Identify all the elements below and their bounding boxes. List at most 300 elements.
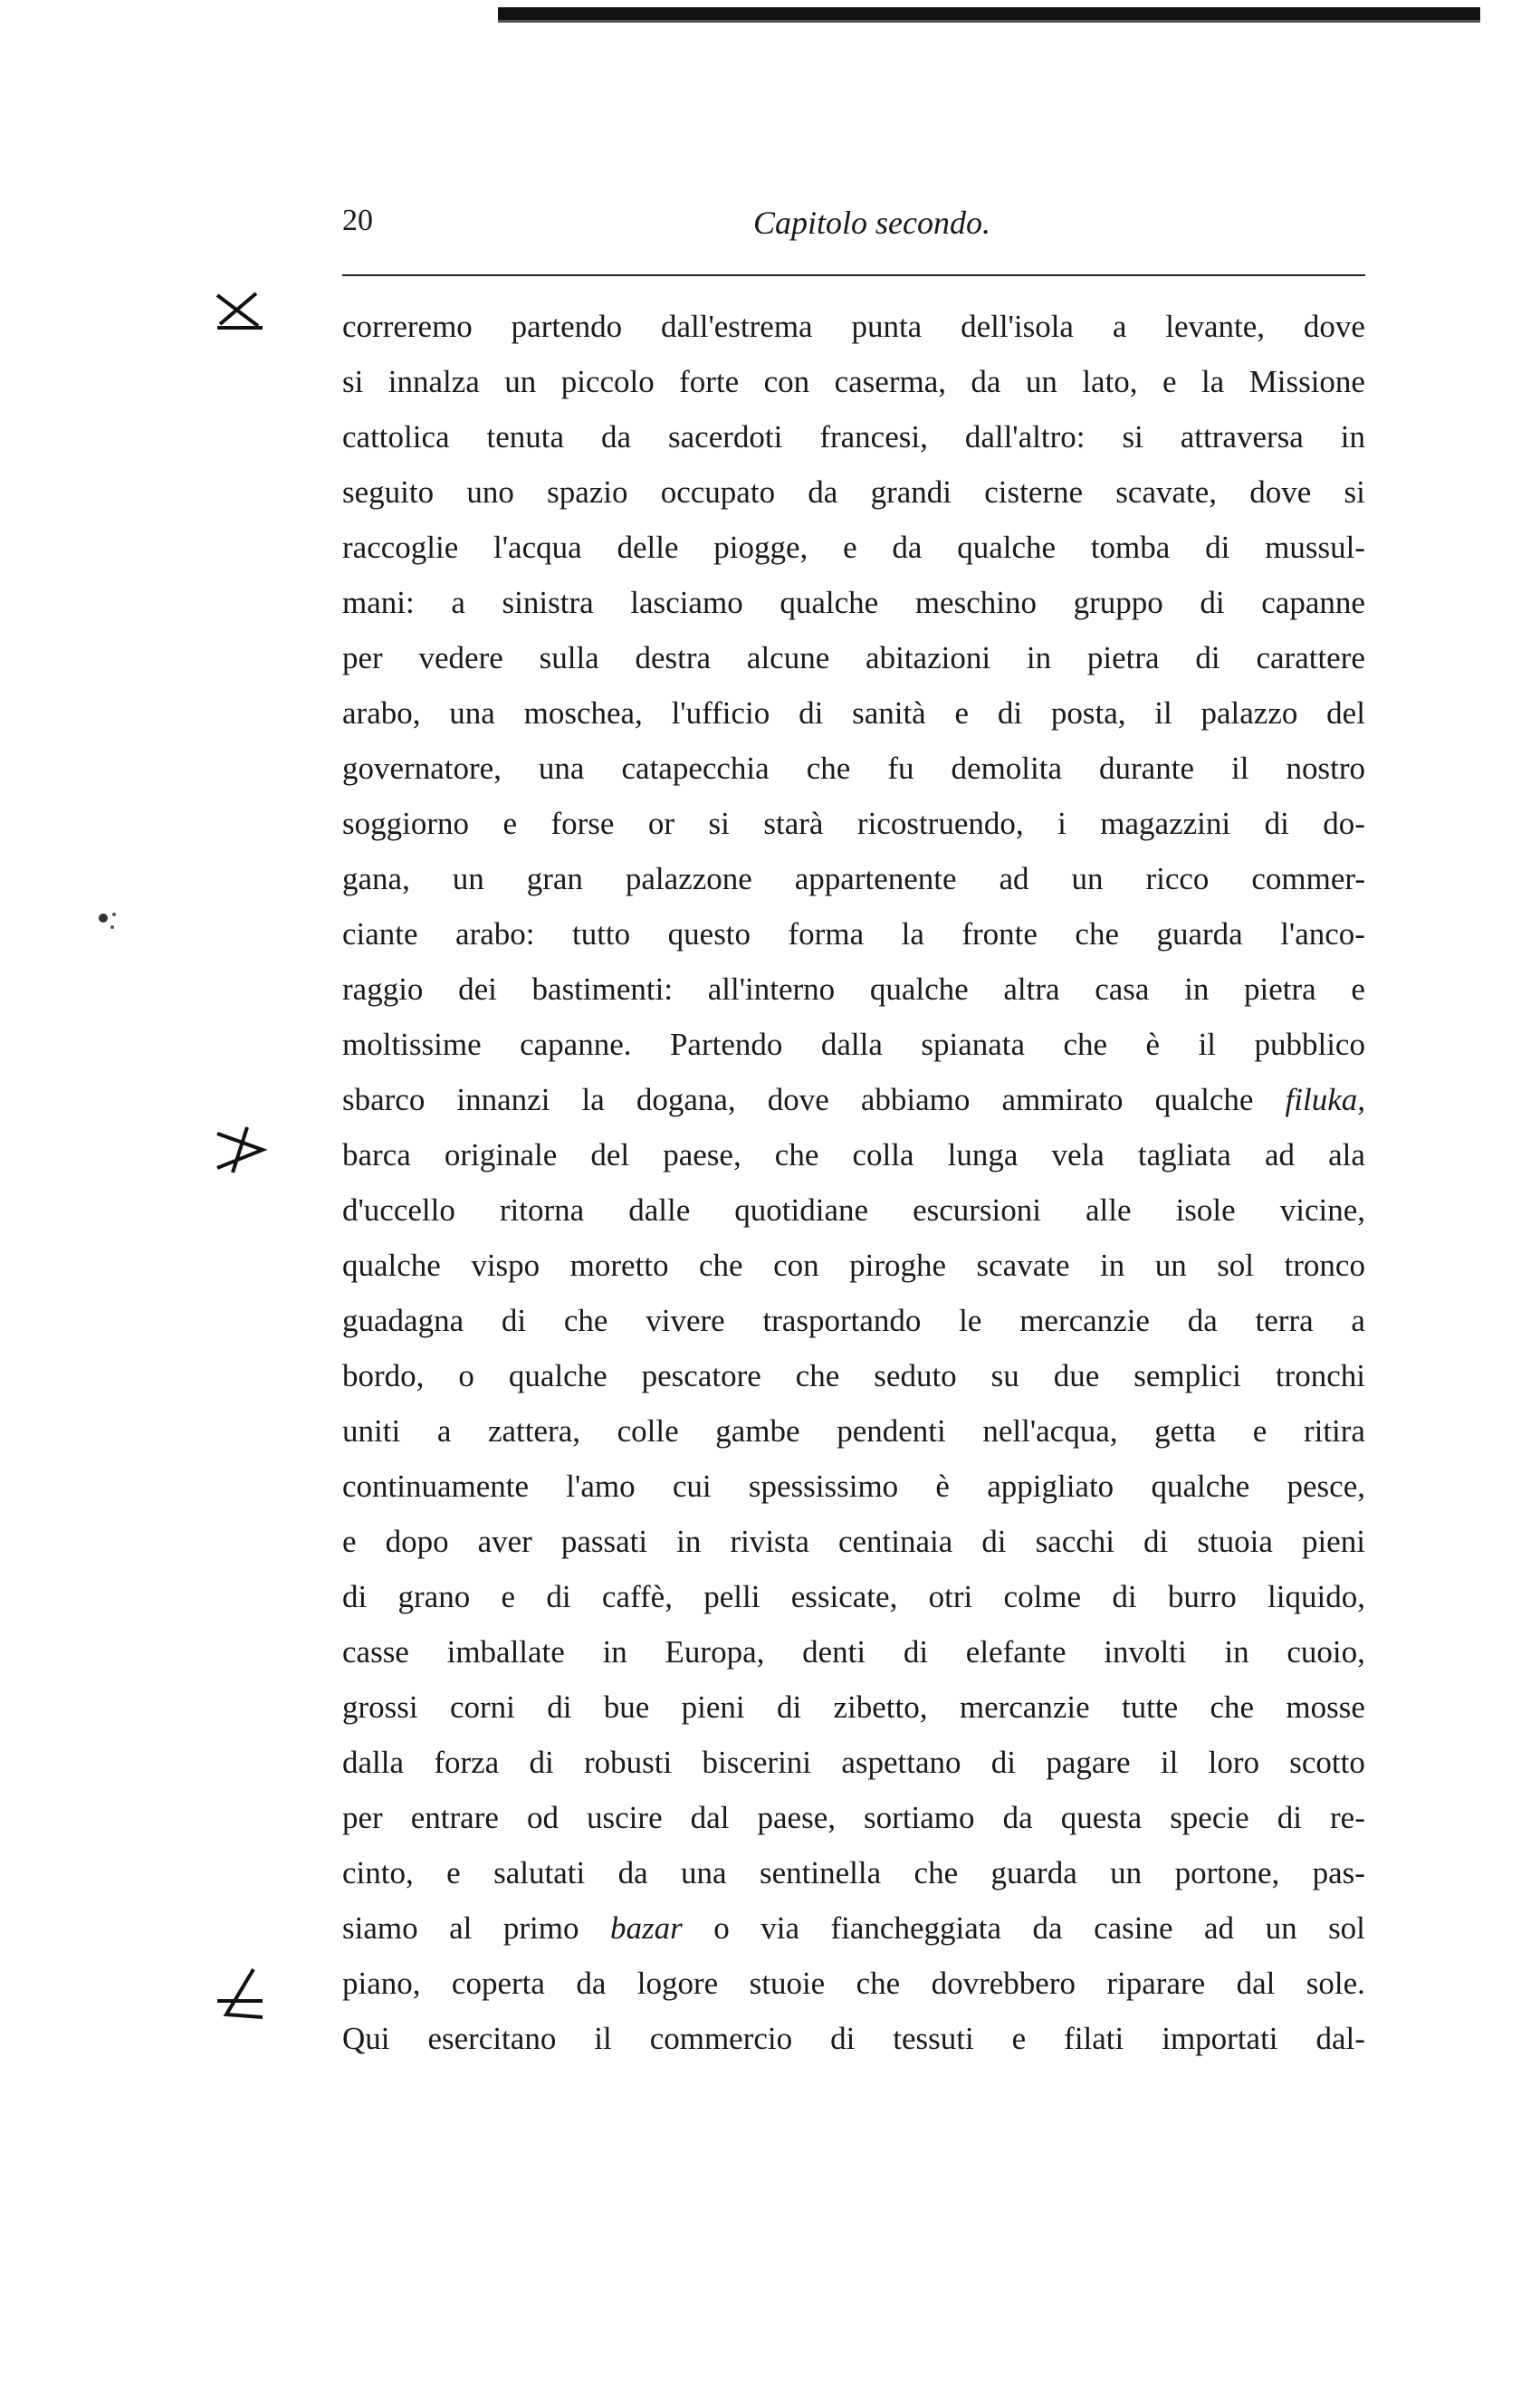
word: e bbox=[1351, 971, 1365, 1007]
word: del bbox=[1326, 695, 1365, 731]
word: pagare bbox=[1046, 1745, 1131, 1780]
word: entrare bbox=[410, 1800, 499, 1835]
word: forma bbox=[788, 916, 865, 952]
word: che bbox=[913, 1855, 959, 1890]
word: colla bbox=[852, 1137, 914, 1172]
word: ad bbox=[999, 861, 1029, 896]
word: una bbox=[681, 1855, 727, 1890]
word: che bbox=[699, 1248, 743, 1283]
word: è bbox=[935, 1469, 950, 1504]
word: di bbox=[1143, 1524, 1169, 1559]
text-line bbox=[342, 575, 1365, 630]
word: colme bbox=[1003, 1579, 1082, 1614]
word: sortiamo bbox=[864, 1800, 975, 1835]
word: dogana, bbox=[636, 1082, 736, 1117]
word: la bbox=[901, 916, 924, 952]
word: dove bbox=[1303, 309, 1365, 344]
word: originale bbox=[444, 1137, 558, 1172]
word: ala bbox=[1328, 1137, 1365, 1172]
text-line bbox=[342, 1680, 1365, 1735]
word: qualche bbox=[869, 971, 969, 1007]
word: da bbox=[1002, 1800, 1033, 1835]
word: scotto bbox=[1289, 1745, 1365, 1780]
word: bue bbox=[603, 1689, 650, 1725]
italic-word: bazar bbox=[609, 1910, 683, 1946]
word: nell'acqua, bbox=[982, 1413, 1118, 1449]
word: grandi bbox=[870, 474, 952, 510]
word: l'acqua bbox=[493, 530, 582, 565]
text-line bbox=[342, 741, 1365, 796]
word: un bbox=[452, 861, 484, 896]
word: sacchi bbox=[1035, 1524, 1115, 1559]
word: escursioni bbox=[913, 1192, 1041, 1228]
word: al bbox=[449, 1910, 473, 1946]
word: un bbox=[504, 364, 537, 399]
word: involti bbox=[1104, 1634, 1187, 1670]
word: che bbox=[856, 1966, 901, 2001]
word: casse bbox=[342, 1634, 409, 1670]
word: con bbox=[763, 364, 810, 399]
word: l'amo bbox=[566, 1469, 636, 1504]
word: questo bbox=[667, 916, 751, 952]
word: raggio bbox=[342, 971, 424, 1007]
word: lato, bbox=[1082, 364, 1138, 399]
word: da bbox=[617, 1855, 648, 1890]
word: e bbox=[1252, 1413, 1267, 1449]
word: per bbox=[342, 640, 383, 675]
word: corni bbox=[449, 1689, 515, 1725]
text-line bbox=[342, 409, 1365, 464]
word: un bbox=[1110, 1855, 1143, 1890]
word: gana, bbox=[342, 861, 410, 896]
word: il bbox=[1160, 1745, 1179, 1780]
word: ricco bbox=[1145, 861, 1210, 896]
word: a bbox=[436, 1413, 452, 1449]
word: qualche bbox=[1154, 1082, 1254, 1117]
word: liquido, bbox=[1267, 1579, 1365, 1614]
word: meschino bbox=[914, 585, 1037, 620]
word: tessuti bbox=[893, 2021, 974, 2056]
word: soggiorno bbox=[342, 806, 469, 841]
word: caserma, bbox=[834, 364, 946, 399]
word: cinto, bbox=[342, 1855, 414, 1890]
word: e bbox=[446, 1855, 461, 1890]
word: appartenente bbox=[794, 861, 957, 896]
word: forte bbox=[679, 364, 740, 399]
word: piccolo bbox=[560, 364, 655, 399]
word: o bbox=[458, 1358, 474, 1393]
word: raccoglie bbox=[342, 530, 459, 565]
word: che bbox=[1063, 1027, 1108, 1062]
word: qualche bbox=[508, 1358, 607, 1393]
word: moschea, bbox=[523, 695, 643, 731]
word: vispo bbox=[471, 1248, 540, 1283]
word: mercanzie bbox=[1019, 1303, 1150, 1338]
word: grossi bbox=[342, 1689, 418, 1725]
word: abbiamo bbox=[860, 1082, 971, 1117]
text-line bbox=[342, 1017, 1365, 1072]
word: dall'altro: bbox=[964, 419, 1086, 455]
word: di bbox=[1264, 806, 1289, 841]
word: che bbox=[795, 1358, 840, 1393]
word: aspettano bbox=[841, 1745, 961, 1780]
word: ricostruendo, bbox=[856, 806, 1024, 841]
word: che bbox=[806, 751, 851, 786]
word: dove bbox=[767, 1082, 829, 1117]
word: con bbox=[773, 1248, 819, 1283]
word: fronte bbox=[961, 916, 1038, 952]
word: in bbox=[1026, 640, 1052, 675]
word: e bbox=[1162, 364, 1177, 399]
word: bordo, bbox=[342, 1358, 425, 1393]
word: pendenti bbox=[837, 1413, 946, 1449]
word: qualche bbox=[342, 1248, 441, 1283]
word: di bbox=[1200, 585, 1225, 620]
margin-x-mark-icon bbox=[213, 288, 267, 333]
word: lunga bbox=[947, 1137, 1019, 1172]
word: passati bbox=[560, 1524, 648, 1559]
word: vela bbox=[1051, 1137, 1105, 1172]
word: moretto bbox=[569, 1248, 669, 1283]
word: del bbox=[590, 1137, 630, 1172]
word: di bbox=[981, 1524, 1007, 1559]
word: arabo, bbox=[342, 695, 421, 731]
text-line bbox=[342, 1072, 1365, 1127]
text-line bbox=[342, 1956, 1365, 2011]
text-line bbox=[342, 685, 1365, 741]
word: tronchi bbox=[1275, 1358, 1365, 1393]
word: da bbox=[971, 364, 1001, 399]
word: di bbox=[1112, 1579, 1137, 1614]
word: tenuta bbox=[486, 419, 565, 455]
word: spianata bbox=[921, 1027, 1026, 1062]
word: guarda bbox=[1156, 916, 1243, 952]
word: zibetto, bbox=[833, 1689, 928, 1725]
word: starà bbox=[763, 806, 824, 841]
word: qualche bbox=[780, 585, 879, 620]
word: cisterne bbox=[984, 474, 1084, 510]
word: mussul- bbox=[1265, 530, 1365, 565]
word: che bbox=[1075, 916, 1119, 952]
text-line bbox=[342, 1514, 1365, 1569]
word: isole bbox=[1175, 1192, 1236, 1228]
word: da bbox=[1032, 1910, 1063, 1946]
word: seguito bbox=[342, 474, 435, 510]
word: forse bbox=[550, 806, 615, 841]
text-line bbox=[342, 1403, 1365, 1459]
word: punta bbox=[851, 309, 923, 344]
word: gran bbox=[526, 861, 583, 896]
word: durante bbox=[1099, 751, 1194, 786]
word: di bbox=[997, 695, 1023, 731]
word: all'interno bbox=[707, 971, 836, 1007]
word: di bbox=[546, 1579, 571, 1614]
word: tutte bbox=[1121, 1689, 1179, 1725]
word: catapecchia bbox=[621, 751, 770, 786]
scan-edge-bar bbox=[498, 7, 1480, 20]
word: rivista bbox=[730, 1524, 809, 1559]
word: mercanzie bbox=[959, 1689, 1090, 1725]
word: dal bbox=[1236, 1966, 1276, 2001]
word: piroghe bbox=[849, 1248, 947, 1283]
word: si bbox=[1122, 419, 1143, 455]
text-line bbox=[342, 796, 1365, 851]
text-line bbox=[342, 299, 1365, 354]
word: nostro bbox=[1286, 751, 1365, 786]
word: le bbox=[959, 1303, 982, 1338]
word: do- bbox=[1323, 806, 1365, 841]
word: casa bbox=[1095, 971, 1150, 1007]
word: i bbox=[1057, 806, 1067, 841]
word: a bbox=[451, 585, 465, 620]
word: dovrebbero bbox=[931, 1966, 1076, 2001]
text-line bbox=[342, 520, 1365, 575]
word: essicate, bbox=[790, 1579, 898, 1614]
word: e bbox=[501, 1579, 516, 1614]
margin-smudge-icon bbox=[91, 905, 127, 942]
word: portone, bbox=[1174, 1855, 1280, 1890]
word: dall'estrema bbox=[660, 309, 813, 344]
word: sinistra bbox=[502, 585, 594, 620]
word: trasportando bbox=[762, 1303, 922, 1338]
word: tutto bbox=[571, 916, 631, 952]
word: un bbox=[1071, 861, 1104, 896]
word: uno bbox=[466, 474, 514, 510]
word: e bbox=[1011, 2021, 1027, 2056]
word: appigliato bbox=[987, 1469, 1114, 1504]
word: una bbox=[449, 695, 495, 731]
word: altra bbox=[1003, 971, 1060, 1007]
word: getta bbox=[1154, 1413, 1217, 1449]
word: zattera, bbox=[487, 1413, 580, 1449]
word: piogge, bbox=[713, 530, 808, 565]
word: pietra bbox=[1086, 640, 1160, 675]
word: in bbox=[1224, 1634, 1249, 1670]
word: capanne. bbox=[520, 1027, 632, 1062]
word: innanzi bbox=[456, 1082, 550, 1117]
word: e bbox=[342, 1524, 357, 1559]
text-line bbox=[342, 962, 1365, 1017]
word: che bbox=[1210, 1689, 1255, 1725]
word: per bbox=[342, 1800, 383, 1835]
word: robusti bbox=[584, 1745, 673, 1780]
word: palazzo bbox=[1200, 695, 1298, 731]
word: piano, bbox=[342, 1966, 421, 2001]
word: pas- bbox=[1312, 1855, 1365, 1890]
text-line bbox=[342, 1624, 1365, 1680]
text-line bbox=[342, 464, 1365, 520]
word: bastimenti: bbox=[531, 971, 674, 1007]
word: in bbox=[676, 1524, 702, 1559]
word: correremo bbox=[342, 309, 473, 344]
word: un bbox=[1025, 364, 1057, 399]
word: commercio bbox=[649, 2021, 793, 2056]
word: uniti bbox=[342, 1413, 401, 1449]
italic-word: filuka, bbox=[1285, 1082, 1365, 1117]
word: il bbox=[1231, 751, 1249, 786]
word: loro bbox=[1208, 1745, 1259, 1780]
word: sanità bbox=[852, 695, 926, 731]
word: importati bbox=[1162, 2021, 1278, 2056]
word: elefante bbox=[965, 1634, 1067, 1670]
word: dell'isola bbox=[961, 309, 1074, 344]
word: stuoie bbox=[749, 1966, 826, 2001]
word: biscerini bbox=[702, 1745, 812, 1780]
word: burro bbox=[1167, 1579, 1237, 1614]
word: abitazioni bbox=[866, 640, 991, 675]
text-line bbox=[342, 1127, 1365, 1182]
word: in bbox=[602, 1634, 627, 1670]
page-number: 20 bbox=[342, 204, 373, 237]
word: e bbox=[502, 806, 518, 841]
word: levante, bbox=[1165, 309, 1266, 344]
word: da bbox=[576, 1966, 607, 2001]
text-line bbox=[342, 1348, 1365, 1403]
text-line bbox=[342, 1790, 1365, 1845]
word: di bbox=[547, 1689, 572, 1725]
word: pescatore bbox=[641, 1358, 761, 1393]
word: si bbox=[1344, 474, 1365, 510]
word: siamo bbox=[342, 1910, 418, 1946]
word: Partendo bbox=[669, 1027, 783, 1062]
word: or bbox=[647, 806, 675, 841]
text-line bbox=[342, 1735, 1365, 1790]
header-rule bbox=[342, 274, 1365, 276]
word: via bbox=[760, 1910, 799, 1946]
word: di bbox=[799, 695, 824, 731]
word: sbarco bbox=[342, 1082, 426, 1117]
word: od bbox=[526, 1800, 559, 1835]
word: di bbox=[776, 1689, 802, 1725]
word: palazzone bbox=[625, 861, 752, 896]
word: demolita bbox=[951, 751, 1062, 786]
word: dal- bbox=[1315, 2021, 1365, 2056]
word: in bbox=[1340, 419, 1365, 455]
word: paese, bbox=[663, 1137, 741, 1172]
word: cuoio, bbox=[1287, 1634, 1365, 1670]
word: grano bbox=[397, 1579, 471, 1614]
word: da bbox=[1187, 1303, 1218, 1338]
word: primo bbox=[502, 1910, 579, 1946]
word: vicine, bbox=[1279, 1192, 1365, 1228]
word: filati bbox=[1064, 2021, 1124, 2056]
word: dopo bbox=[385, 1524, 449, 1559]
text-line bbox=[342, 354, 1365, 409]
word: carattere bbox=[1256, 640, 1365, 675]
word: che bbox=[774, 1137, 819, 1172]
text-line bbox=[342, 1238, 1365, 1293]
word: otri bbox=[928, 1579, 973, 1614]
word: fiancheggiata bbox=[830, 1910, 1002, 1946]
text-line bbox=[342, 1293, 1365, 1348]
word: ad bbox=[1204, 1910, 1235, 1946]
page-header bbox=[342, 204, 1365, 249]
margin-cross-mark-icon bbox=[213, 1965, 267, 2019]
word: pietra bbox=[1244, 971, 1316, 1007]
word: di bbox=[990, 1745, 1017, 1780]
word: imballate bbox=[446, 1634, 565, 1670]
word: tagliata bbox=[1137, 1137, 1231, 1172]
word: da bbox=[808, 474, 838, 510]
word: il bbox=[594, 2021, 612, 2056]
text-line bbox=[342, 1900, 1365, 1956]
word: denti bbox=[802, 1634, 866, 1670]
word: si bbox=[342, 364, 364, 399]
word: la bbox=[1200, 364, 1225, 399]
word: francesi, bbox=[819, 419, 928, 455]
word: seduto bbox=[874, 1358, 957, 1393]
word: uscire bbox=[587, 1800, 663, 1835]
word: coperta bbox=[451, 1966, 545, 2001]
word: un bbox=[1265, 1910, 1297, 1946]
word: ritira bbox=[1303, 1413, 1365, 1449]
text-line bbox=[342, 1459, 1365, 1514]
word: pubblico bbox=[1254, 1027, 1365, 1062]
word: destra bbox=[635, 640, 712, 675]
word: centinaia bbox=[837, 1524, 953, 1559]
word: alcune bbox=[746, 640, 830, 675]
word: semplici bbox=[1133, 1358, 1241, 1393]
word: governatore, bbox=[342, 751, 502, 786]
word: di bbox=[830, 2021, 856, 2056]
word: un bbox=[1154, 1248, 1187, 1283]
word: di bbox=[529, 1745, 554, 1780]
text-line bbox=[342, 630, 1365, 685]
word: a bbox=[1112, 309, 1127, 344]
word: fu bbox=[887, 751, 914, 786]
word: Europa, bbox=[665, 1634, 765, 1670]
text-line bbox=[342, 2011, 1365, 2066]
word: una bbox=[538, 751, 585, 786]
word: aver bbox=[477, 1524, 532, 1559]
word: capanne bbox=[1261, 585, 1365, 620]
word: guadagna bbox=[342, 1303, 464, 1338]
word: su bbox=[990, 1358, 1019, 1393]
word: colle bbox=[617, 1413, 679, 1449]
margin-cross-mark-icon bbox=[213, 1123, 267, 1177]
word: da bbox=[892, 530, 923, 565]
text-line bbox=[342, 851, 1365, 906]
word: delle bbox=[617, 530, 679, 565]
word: dal bbox=[690, 1800, 730, 1835]
word: d'uccello bbox=[342, 1192, 455, 1228]
word: caffè, bbox=[601, 1579, 673, 1614]
text-line bbox=[342, 1845, 1365, 1900]
word: commer- bbox=[1251, 861, 1365, 896]
word: partendo bbox=[511, 309, 623, 344]
word: di bbox=[501, 1303, 527, 1338]
word: ritorna bbox=[499, 1192, 585, 1228]
word: ad bbox=[1264, 1137, 1295, 1172]
word: esercitano bbox=[427, 2021, 557, 2056]
word: l'anco- bbox=[1280, 916, 1365, 952]
word: dei bbox=[458, 971, 497, 1007]
word: che bbox=[563, 1303, 608, 1338]
word: da bbox=[601, 419, 632, 455]
word: cui bbox=[672, 1469, 712, 1504]
word: dalla bbox=[820, 1027, 883, 1062]
word: attraversa bbox=[1180, 419, 1304, 455]
word: pelli bbox=[703, 1579, 760, 1614]
word: di bbox=[1205, 530, 1230, 565]
word: questa bbox=[1060, 1800, 1143, 1835]
word: Missione bbox=[1248, 364, 1365, 399]
word: pieni bbox=[1301, 1524, 1365, 1559]
word: paese, bbox=[757, 1800, 836, 1835]
text-line bbox=[342, 1569, 1365, 1624]
word: tomba bbox=[1090, 530, 1171, 565]
word: il bbox=[1154, 695, 1172, 731]
